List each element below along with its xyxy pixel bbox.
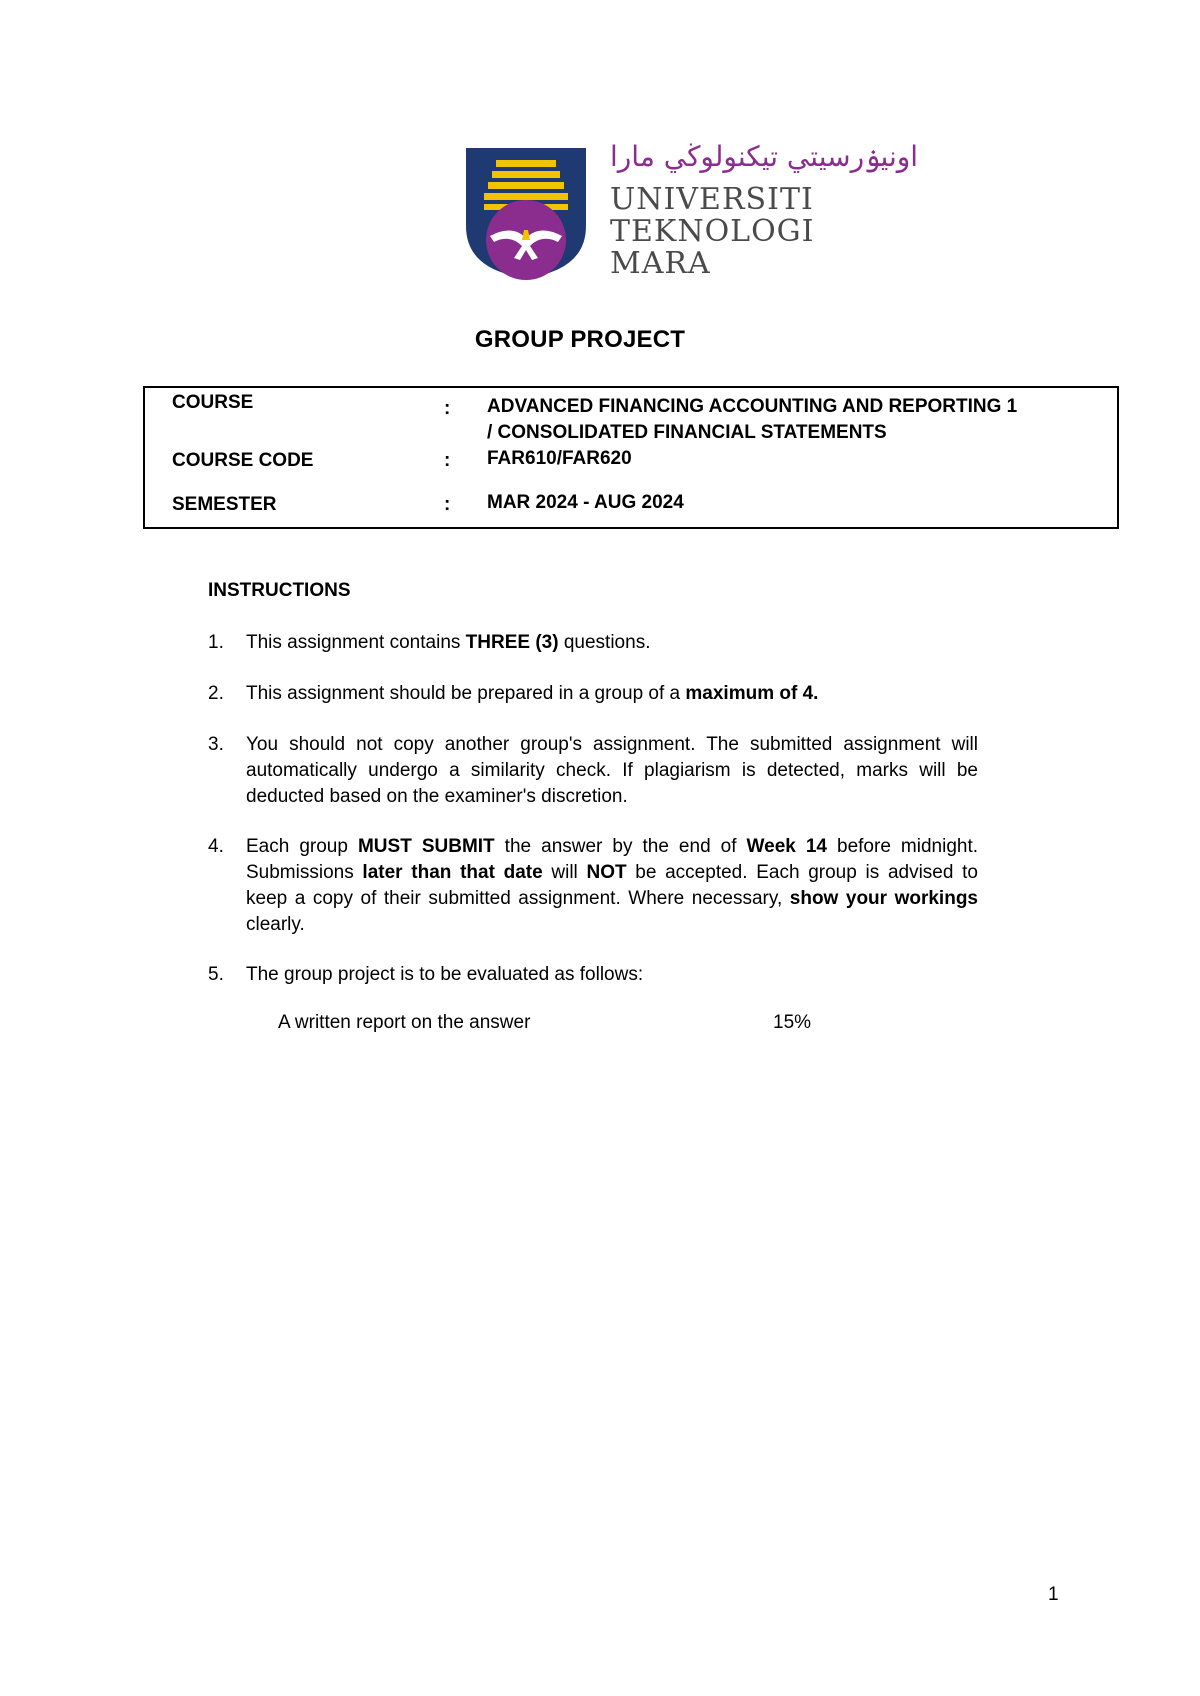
course-value-line1: ADVANCED FINANCING ACCOUNTING AND REPORTING 1 <box>487 396 1018 417</box>
logo-name-line1: UNIVERSITI <box>610 182 814 217</box>
logo-jawi-text: اونيۏرسيتي تيكنولوڬي مارا <box>610 140 919 173</box>
instruction-item-4 <box>208 834 978 938</box>
instruction-number: 5. <box>208 964 224 985</box>
course-info-box <box>143 386 1119 529</box>
instruction-item-2 <box>208 681 978 707</box>
semester-label: SEMESTER <box>172 494 277 515</box>
instruction-item-3 <box>208 732 978 810</box>
logo-name-line3: MARA <box>610 246 711 281</box>
instructions-heading: INSTRUCTIONS <box>208 580 351 601</box>
semester-colon: : <box>444 494 451 515</box>
course-label: COURSE <box>172 392 254 413</box>
course-colon: : <box>444 398 451 419</box>
instruction-number: 3. <box>208 734 224 755</box>
instruction-item-5 <box>208 962 978 988</box>
document-title: GROUP PROJECT <box>474 326 686 353</box>
semester-value: MAR 2024 - AUG 2024 <box>487 492 684 513</box>
course-code-value: FAR610/FAR620 <box>487 448 632 469</box>
instruction-number: 1. <box>208 632 224 653</box>
evaluation-value: 15% <box>773 1012 812 1033</box>
instruction-text: This assignment contains THREE (3) questions. <box>246 632 651 653</box>
instruction-number: 2. <box>208 683 224 704</box>
instruction-text: The group project is to be evaluated as follows: <box>246 964 644 985</box>
page-number: 1 <box>1048 1584 1059 1605</box>
course-code-colon: : <box>444 450 451 471</box>
instruction-number: 4. <box>208 836 224 857</box>
instruction-text: This assignment should be prepared in a group of a maximum of 4. <box>246 683 819 704</box>
course-code-label: COURSE CODE <box>172 450 314 471</box>
course-value-line2: / CONSOLIDATED FINANCIAL STATEMENTS <box>487 422 887 443</box>
instruction-text: You should not copy another group's assignment. The submitted assignment will automatically undergo a similarity check. If plagiarism is detected, marks will be deducted based on the examiner's discretion. <box>246 734 978 807</box>
instruction-item-1 <box>208 630 978 656</box>
uitm-logo <box>462 140 919 284</box>
evaluation-label: A written report on the answer <box>278 1012 531 1033</box>
course-value <box>487 394 1107 446</box>
logo-name-line2: TEKNOLOGI <box>610 214 815 249</box>
instruction-text: Each group MUST SUBMIT the answer by the end of Week 14 before midnight. Submissions later than that date will NOT be accepted. Each group is advised to keep a copy of their submitted assignment. Where necessary, show your workings clearly. <box>246 836 979 935</box>
